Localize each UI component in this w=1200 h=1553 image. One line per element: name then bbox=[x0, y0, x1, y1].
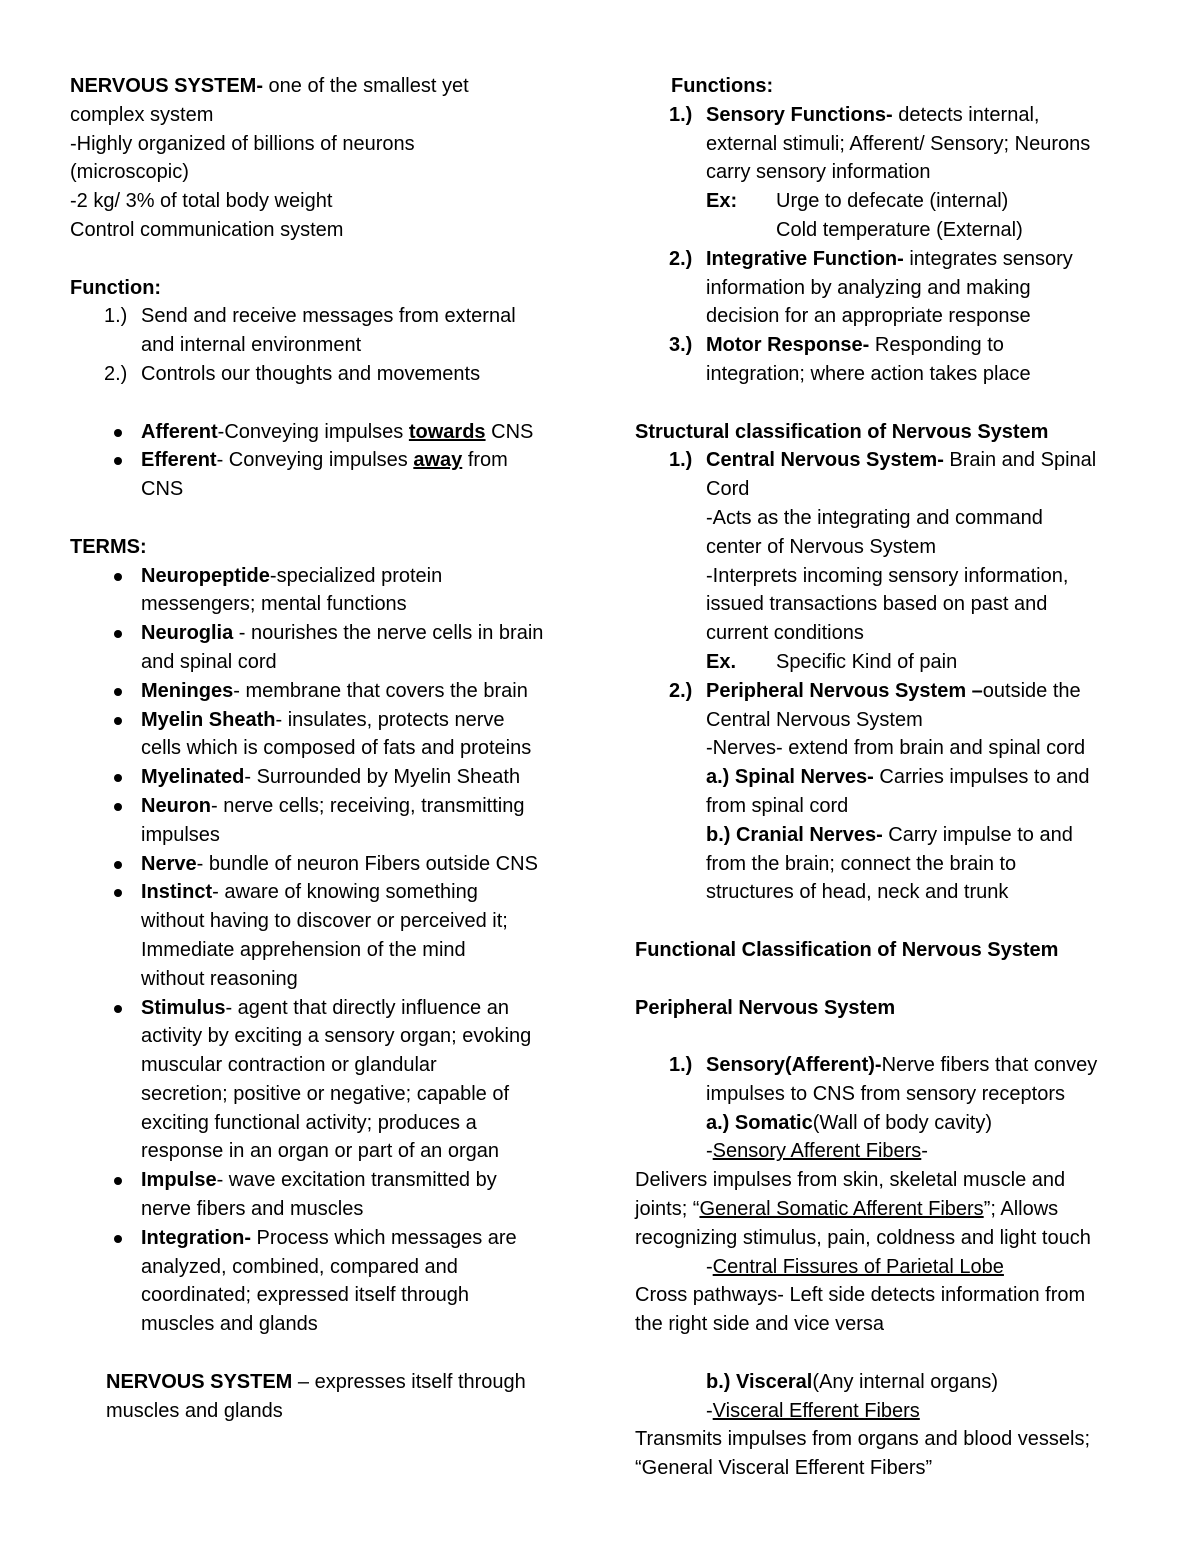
term-item bbox=[70, 619, 590, 677]
term-text: Immediate apprehension of the mind bbox=[141, 938, 466, 961]
term-name: Integration- bbox=[141, 1226, 251, 1249]
bullet-icon bbox=[114, 889, 122, 897]
term-name: Impulse bbox=[141, 1169, 217, 1192]
term-text: - aware of knowing something bbox=[212, 881, 478, 904]
functions-heading: Functions: bbox=[671, 75, 774, 97]
term-text: -specialized protein bbox=[269, 564, 443, 587]
pns-heading: Peripheral Nervous System bbox=[635, 996, 896, 1019]
term-text: Process which messages are bbox=[251, 1226, 517, 1249]
term-text: - wave excitation transmitted by bbox=[216, 1169, 497, 1192]
bullet-icon bbox=[114, 1177, 122, 1185]
motor-response-item: 3.) Motor Response- Responding to integration; where action takes place bbox=[669, 334, 1031, 385]
intro-line-3: -Highly organized of billions of neurons bbox=[70, 132, 415, 155]
term-name: Neuron bbox=[141, 794, 211, 817]
term-text: without reasoning bbox=[141, 967, 298, 990]
term-text: without having to discover or perceived it; bbox=[141, 910, 508, 933]
right-column bbox=[635, 72, 1155, 1483]
functional-heading: Functional Classification of Nervous System bbox=[635, 938, 1059, 961]
term-text: response in an organ or part of an organ bbox=[141, 1140, 500, 1163]
term-item bbox=[70, 677, 590, 706]
function-item-1: 1.) Send and receive messages from external and internal environment bbox=[104, 305, 516, 357]
term-name: Myelin Sheath bbox=[141, 708, 276, 731]
term-item bbox=[70, 994, 590, 1167]
term-text: impulses bbox=[141, 823, 220, 846]
term-text: and spinal cord bbox=[141, 650, 277, 673]
term-item bbox=[70, 1166, 590, 1224]
bullet-icon bbox=[114, 429, 122, 437]
integrative-function-item: 2.) Integrative Function- integrates sensory information by analyzing and making decision for an appropriate response bbox=[669, 247, 1073, 328]
term-item bbox=[70, 878, 590, 993]
efferent-bullet: Efferent- Conveying impulses away from CNS bbox=[70, 446, 590, 504]
term-text: exciting functional activity; produces a bbox=[141, 1111, 477, 1134]
bullet-icon bbox=[114, 1005, 122, 1013]
sensory-functions-item: 1.) Sensory Functions- detects internal, external stimuli; Afferent/ Sensory; Neurons carry sensory information Ex: Urge to defecate (internal) Cold temperature (External) bbox=[669, 103, 1091, 241]
structural-heading: Structural classification of Nervous System bbox=[635, 420, 1049, 443]
term-name: Neuropeptide bbox=[141, 564, 270, 587]
function-heading: Function: bbox=[70, 276, 162, 299]
term-text: cells which is composed of fats and proteins bbox=[141, 737, 532, 760]
bullet-icon bbox=[114, 717, 122, 725]
term-item bbox=[70, 763, 590, 792]
term-text: - bundle of neuron Fibers outside CNS bbox=[196, 852, 538, 875]
bullet-icon bbox=[114, 457, 122, 465]
bullet-icon bbox=[114, 688, 122, 696]
term-text: - agent that directly influence an bbox=[225, 996, 509, 1019]
cns-item: 1.) Central Nervous System- Brain and Spinal Cord -Acts as the integrating and command center of Nervous System -Interprets incoming sensory information, issued transactions based on past and current conditions Ex. Specific Kind of pain bbox=[669, 449, 1097, 673]
intro-line-4: (microscopic) bbox=[70, 161, 189, 184]
bullet-icon bbox=[114, 630, 122, 638]
bullet-icon bbox=[114, 803, 122, 811]
term-name: Myelinated bbox=[141, 766, 245, 789]
bullet-icon bbox=[114, 1235, 122, 1243]
term-item bbox=[70, 850, 590, 879]
visceral-item: b.) Visceral(Any internal organs) -Visceral Efferent Fibers bbox=[706, 1370, 999, 1422]
bullet-icon bbox=[114, 573, 122, 581]
term-text: analyzed, combined, compared and bbox=[141, 1255, 458, 1278]
term-name: Instinct bbox=[141, 881, 213, 904]
afferent-bullet: Afferent-Conveying impulses towards CNS bbox=[70, 418, 590, 447]
term-name: Stimulus bbox=[141, 996, 226, 1019]
term-text: - insulates, protects nerve bbox=[275, 708, 505, 731]
term-text: messengers; mental functions bbox=[141, 593, 407, 616]
cross-pathways-text: Cross pathways- Left side detects information from the right side and vice versa bbox=[635, 1284, 1086, 1336]
term-text: - nerve cells; receiving, transmitting bbox=[211, 794, 525, 817]
term-text: - nourishes the nerve cells in brain bbox=[233, 622, 544, 645]
term-text: secretion; positive or negative; capable of bbox=[141, 1082, 509, 1105]
intro-line-5: -2 kg/ 3% of total body weight bbox=[70, 190, 333, 213]
term-text: - Surrounded by Myelin Sheath bbox=[244, 766, 521, 789]
term-text: muscles and glands bbox=[141, 1313, 318, 1336]
left-column bbox=[70, 72, 590, 1425]
term-item bbox=[70, 706, 590, 764]
term-text: muscular contraction or glandular bbox=[141, 1054, 437, 1077]
central-fissures-line: -Central Fissures of Parietal Lobe bbox=[706, 1255, 1004, 1278]
term-text: nerve fibers and muscles bbox=[141, 1198, 364, 1221]
term-item bbox=[70, 1224, 590, 1339]
visceral-text: Transmits impulses from organs and blood vessels; “General Visceral Efferent Fibers” bbox=[635, 1428, 1090, 1480]
term-text: activity by exciting a sensory organ; evoking bbox=[141, 1025, 532, 1048]
sensory-afferent-item: 1.) Sensory(Afferent)-Nerve fibers that convey impulses to CNS from sensory receptors a.) Somatic(Wall of body cavity) -Sensory Afferent Fibers- bbox=[669, 1054, 1098, 1163]
term-name: Nerve bbox=[141, 852, 197, 875]
somatic-text: Delivers impulses from skin, skeletal muscle and joints; “General Somatic Afferent Fibers”; Allows recognizing stimulus, pain, coldness and light touch bbox=[635, 1169, 1091, 1249]
term-text: - membrane that covers the brain bbox=[233, 679, 528, 702]
term-text: coordinated; expressed itself through bbox=[141, 1284, 469, 1307]
bullet-icon bbox=[114, 774, 122, 782]
intro-line-1: NERVOUS SYSTEM- one of the smallest yet bbox=[70, 75, 469, 97]
term-item bbox=[70, 792, 590, 850]
pns-item: 2.) Peripheral Nervous System –outside the Central Nervous System -Nerves- extend from brain and spinal cord a.) Spinal Nerves- Carries impulses to and from spinal cord b.) Cranial Nerves- Carry impulse to and from the brain; connect the brain to structures of head, neck and trunk bbox=[669, 679, 1090, 904]
term-name: Meninges bbox=[141, 679, 234, 702]
terms-list bbox=[70, 562, 590, 1340]
term-name: Neuroglia bbox=[141, 622, 234, 645]
intro-line-2: complex system bbox=[70, 103, 214, 126]
intro-line-6: Control communication system bbox=[70, 218, 344, 241]
function-item-2: 2.) Controls our thoughts and movements bbox=[104, 362, 481, 385]
closing-statement: NERVOUS SYSTEM – expresses itself through muscles and glands bbox=[106, 1370, 526, 1422]
terms-heading: TERMS: bbox=[70, 535, 147, 558]
term-item bbox=[70, 562, 590, 620]
bullet-icon bbox=[114, 861, 122, 869]
